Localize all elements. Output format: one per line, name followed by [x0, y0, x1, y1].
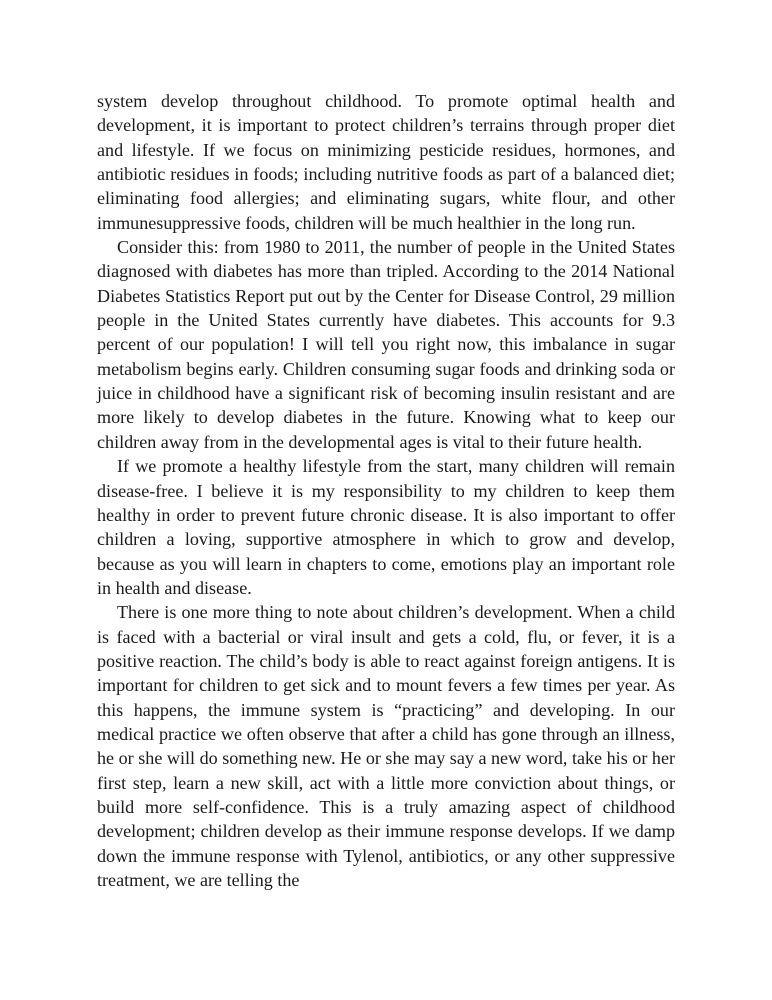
paragraph-2: Consider this: from 1980 to 2011, the number of people in the United States diagnosed with diabetes has more than tripled. According to the 2014 National Diabetes Statistics Report put out by the Center for Disease Control, 29 million people in the United States currently have diabetes. This accounts for 9.3 percent of our population! I will tell you right now, this imbalance in sugar metabolism begins early. Children consuming sugar foods and drinking soda or juice in childhood have a significant risk of becoming insulin resistant and are more likely to develop diabetes in the future. Knowing what to keep our children away from in the developmental ages is vital to their future health.: [97, 237, 675, 452]
paragraph-3: If we promote a healthy lifestyle from the start, many children will remain disease-free. I believe it is my responsibility to my children to keep them healthy in order to prevent future chronic disease. It is also important to offer children a loving, supportive atmosphere in which to grow and develop, because as you will learn in chapters to come, emotions play an important role in health and disease.: [97, 456, 675, 598]
paragraph-1: system develop throughout childhood. To promote optimal health and development, it is important to protect children’s terrains through proper diet and lifestyle. If we focus on minimizing pesticide residues, hormones, and antibiotic residues in foods; including nutritive foods as part of a balanced diet; eliminating food allergies; and eliminating sugars, white flour, and other immunesuppressive foods, children will be much healthier in the long run.: [97, 91, 675, 233]
paragraph-4: There is one more thing to note about children’s development. When a child is faced with a bacterial or viral insult and gets a cold, flu, or fever, it is a positive reaction. The child’s body is able to react against foreign antigens. It is important for children to get sick and to mount fevers a few times per year. As this happens, the immune system is “practicing” and developing. In our medical practice we often observe that after a child has gone through an illness, he or she will do something new. He or she may say a new word, take his or her first step, learn a new skill, act with a little more conviction about things, or build more self-confidence. This is a truly amazing aspect of childhood development; children develop as their immune response develops. If we damp down the immune response with Tylenol, antibiotics, or any other suppressive treatment, we are telling the: [97, 602, 675, 890]
page-body: [97, 89, 675, 892]
